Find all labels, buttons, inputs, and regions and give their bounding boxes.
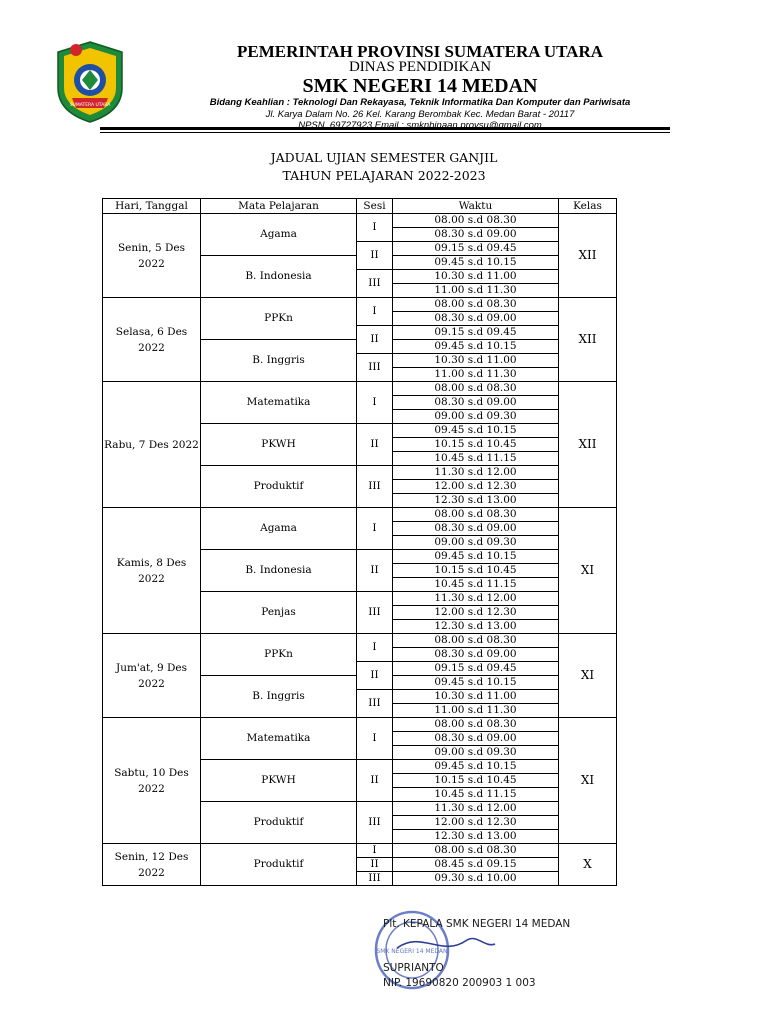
- signatory-nip: NIP. 19690820 200903 1 003: [383, 977, 536, 989]
- signatory-name: SUPRIANTO: [383, 962, 444, 974]
- document-title: JADUAL UJIAN SEMESTER GANJIL: [270, 150, 498, 165]
- day-date-cell: Kamis, 8 Des 2022: [103, 508, 201, 634]
- table-row: [103, 844, 617, 858]
- time-cell: 09.00 s.d 09.30: [393, 746, 559, 760]
- time-cell: 08.00 s.d 08.30: [393, 214, 559, 228]
- time-cell: 08.00 s.d 08.30: [393, 382, 559, 396]
- table-row: [103, 382, 617, 396]
- time-cell: 08.00 s.d 08.30: [393, 634, 559, 648]
- session-cell: III: [357, 270, 393, 298]
- class-cell: XII: [559, 214, 617, 298]
- subject-cell: PPKn: [201, 298, 357, 340]
- day-date-cell: Sabtu, 10 Des 2022: [103, 718, 201, 844]
- time-cell: 11.00 s.d 11.30: [393, 284, 559, 298]
- class-cell: XI: [559, 718, 617, 844]
- subject-cell: B. Indonesia: [201, 256, 357, 298]
- time-cell: 12.30 s.d 13.00: [393, 494, 559, 508]
- time-cell: 10.45 s.d 11.15: [393, 788, 559, 802]
- session-cell: III: [357, 354, 393, 382]
- session-cell: II: [357, 424, 393, 466]
- time-cell: 08.30 s.d 09.00: [393, 648, 559, 662]
- session-cell: II: [357, 858, 393, 872]
- table-row: [103, 718, 617, 732]
- time-cell: 09.45 s.d 10.15: [393, 340, 559, 354]
- subject-cell: B. Indonesia: [201, 550, 357, 592]
- session-cell: III: [357, 592, 393, 634]
- session-cell: I: [357, 214, 393, 242]
- province-logo: [52, 38, 128, 124]
- time-cell: 08.30 s.d 09.00: [393, 228, 559, 242]
- time-cell: 11.30 s.d 12.00: [393, 592, 559, 606]
- session-cell: I: [357, 382, 393, 424]
- logo-text: SUMATERA UTARA: [69, 103, 111, 108]
- class-cell: XII: [559, 382, 617, 508]
- subject-cell: PKWH: [201, 760, 357, 802]
- time-cell: 09.15 s.d 09.45: [393, 326, 559, 340]
- subject-cell: Produktif: [201, 802, 357, 844]
- subject-cell: Agama: [201, 214, 357, 256]
- session-cell: I: [357, 844, 393, 858]
- time-cell: 08.30 s.d 09.00: [393, 312, 559, 326]
- subject-cell: PKWH: [201, 424, 357, 466]
- class-cell: XI: [559, 508, 617, 634]
- time-cell: 11.30 s.d 12.00: [393, 802, 559, 816]
- time-cell: 09.15 s.d 09.45: [393, 662, 559, 676]
- time-cell: 12.30 s.d 13.00: [393, 830, 559, 844]
- document-subtitle: TAHUN PELAJARAN 2022-2023: [282, 168, 486, 183]
- time-cell: 12.00 s.d 12.30: [393, 816, 559, 830]
- time-cell: 11.00 s.d 11.30: [393, 368, 559, 382]
- time-cell: 09.45 s.d 10.15: [393, 676, 559, 690]
- column-header: Sesi: [357, 199, 393, 214]
- session-cell: II: [357, 760, 393, 802]
- time-cell: 12.00 s.d 12.30: [393, 480, 559, 494]
- time-cell: 08.00 s.d 08.30: [393, 718, 559, 732]
- time-cell: 10.30 s.d 11.00: [393, 270, 559, 284]
- time-cell: 08.00 s.d 08.30: [393, 508, 559, 522]
- time-cell: 12.30 s.d 13.00: [393, 620, 559, 634]
- session-cell: III: [357, 690, 393, 718]
- subject-cell: PPKn: [201, 634, 357, 676]
- subject-cell: B. Inggris: [201, 340, 357, 382]
- header-government: PEMERINTAH PROVINSI SUMATERA UTARA: [237, 42, 603, 61]
- table-row: [103, 634, 617, 648]
- session-cell: I: [357, 508, 393, 550]
- header-fields: Bidang Keahlian : Teknologi Dan Rekayasa, Teknik Informatika Dan Komputer dan Pariwisata: [209, 97, 631, 108]
- time-cell: 08.30 s.d 09.00: [393, 522, 559, 536]
- day-date-cell: Selasa, 6 Des 2022: [103, 298, 201, 382]
- time-cell: 09.30 s.d 10.00: [393, 872, 559, 886]
- schedule-body: [103, 214, 617, 886]
- class-cell: X: [559, 844, 617, 886]
- time-cell: 09.45 s.d 10.15: [393, 256, 559, 270]
- day-date-cell: Senin, 12 Des 2022: [103, 844, 201, 886]
- time-cell: 10.45 s.d 11.15: [393, 452, 559, 466]
- time-cell: 10.45 s.d 11.15: [393, 578, 559, 592]
- column-header: Mata Pelajaran: [201, 199, 357, 214]
- header-address: Jl. Karya Dalam No. 26 Kel. Karang Berombak Kec. Medan Barat - 20117: [265, 109, 575, 120]
- subject-cell: Penjas: [201, 592, 357, 634]
- time-cell: 09.45 s.d 10.15: [393, 760, 559, 774]
- session-cell: II: [357, 550, 393, 592]
- session-cell: I: [357, 634, 393, 662]
- header-rule-thick: [100, 127, 670, 130]
- table-header-row: [103, 199, 617, 214]
- exam-schedule-table: [102, 198, 617, 886]
- session-cell: II: [357, 662, 393, 690]
- time-cell: 09.45 s.d 10.15: [393, 550, 559, 564]
- time-cell: 10.15 s.d 10.45: [393, 438, 559, 452]
- time-cell: 10.30 s.d 11.00: [393, 354, 559, 368]
- time-cell: 11.30 s.d 12.00: [393, 466, 559, 480]
- session-cell: III: [357, 802, 393, 844]
- time-cell: 09.00 s.d 09.30: [393, 410, 559, 424]
- table-row: [103, 298, 617, 312]
- time-cell: 10.15 s.d 10.45: [393, 564, 559, 578]
- header-contact: NPSN. 69727923 Email : smknbinaan.provsu@gmail.com: [298, 120, 542, 131]
- subject-cell: Matematika: [201, 382, 357, 424]
- time-cell: 08.00 s.d 08.30: [393, 298, 559, 312]
- column-header: Waktu: [393, 199, 559, 214]
- time-cell: 08.00 s.d 08.30: [393, 844, 559, 858]
- column-header: Kelas: [559, 199, 617, 214]
- time-cell: 10.30 s.d 11.00: [393, 690, 559, 704]
- letterhead: [170, 44, 670, 131]
- day-date-cell: Rabu, 7 Des 2022: [103, 382, 201, 508]
- time-cell: 08.30 s.d 09.00: [393, 732, 559, 746]
- signatory-title: Plt. KEPALA SMK NEGERI 14 MEDAN: [383, 918, 571, 930]
- header-department: DINAS PENDIDIKAN: [348, 59, 492, 75]
- subject-cell: Produktif: [201, 466, 357, 508]
- time-cell: 09.45 s.d 10.15: [393, 424, 559, 438]
- session-cell: II: [357, 326, 393, 354]
- header-rule-thin: [100, 132, 670, 133]
- column-header: Hari, Tanggal: [103, 199, 201, 214]
- time-cell: 09.15 s.d 09.45: [393, 242, 559, 256]
- subject-cell: B. Inggris: [201, 676, 357, 718]
- time-cell: 11.00 s.d 11.30: [393, 704, 559, 718]
- class-cell: XII: [559, 298, 617, 382]
- table-row: [103, 214, 617, 228]
- session-cell: III: [357, 466, 393, 508]
- time-cell: 12.00 s.d 12.30: [393, 606, 559, 620]
- subject-cell: Produktif: [201, 844, 357, 886]
- header-school-name: SMK NEGERI 14 MEDAN: [302, 75, 538, 97]
- session-cell: I: [357, 298, 393, 326]
- subject-cell: Matematika: [201, 718, 357, 760]
- day-date-cell: Senin, 5 Des 2022: [103, 214, 201, 298]
- time-cell: 09.00 s.d 09.30: [393, 536, 559, 550]
- time-cell: 08.30 s.d 09.00: [393, 396, 559, 410]
- subject-cell: Agama: [201, 508, 357, 550]
- stamp-text: SMK NEGERI 14 MEDAN: [376, 948, 448, 955]
- time-cell: 08.45 s.d 09.15: [393, 858, 559, 872]
- session-cell: I: [357, 718, 393, 760]
- session-cell: II: [357, 242, 393, 270]
- time-cell: 10.15 s.d 10.45: [393, 774, 559, 788]
- class-cell: XI: [559, 634, 617, 718]
- session-cell: III: [357, 872, 393, 886]
- day-date-cell: Jum'at, 9 Des 2022: [103, 634, 201, 718]
- table-row: [103, 508, 617, 522]
